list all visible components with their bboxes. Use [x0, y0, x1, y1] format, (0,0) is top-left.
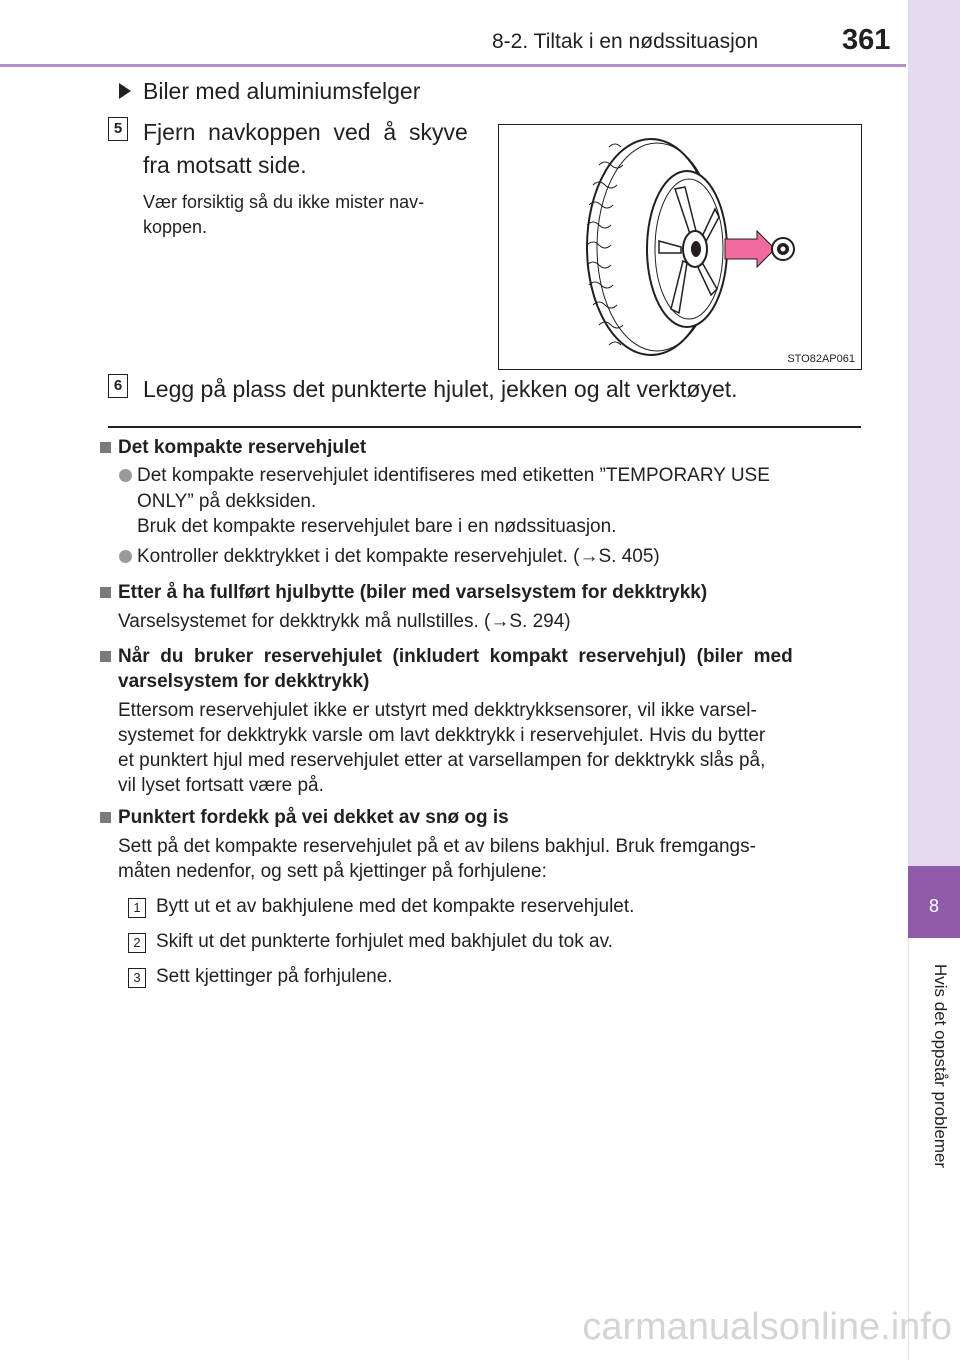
note3-line2: systemet for dekktrykk varsle om lavt dekktrykk i reservehjulet. Hvis du bytter — [118, 725, 766, 746]
substep1-text: Bytt ut et av bakhjulene med det kompakte reservehjulet. — [156, 896, 635, 917]
note3-line1: Ettersom reservehjulet ikke er utstyrt med dekktrykksensorer, vil ikke varsel- — [118, 700, 757, 721]
step5-note-line1: Vær forsiktig så du ikke mister nav- — [143, 192, 425, 212]
square-bullet-icon — [100, 587, 111, 598]
note3-title-line2: varselsystem for dekktrykk) — [118, 671, 370, 692]
wheel-figure — [498, 124, 862, 370]
note4-line1: Sett på det kompakte reservehjulet på et av bilens bakhjul. Bruk fremgangs- — [118, 836, 756, 857]
square-bullet-icon — [100, 812, 111, 823]
substep2-text: Skift ut det punkterte forhjulet med bakhjulet du tok av. — [156, 931, 613, 952]
round-bullet-icon — [119, 550, 132, 563]
note4-line2: måten nedenfor, og sett på kjettinger på forhjulene: — [118, 861, 547, 882]
note3-line3: et punktert hjul med reservehjulet etter at varsellampen for dekktrykk slås på, — [118, 750, 766, 771]
step5-line1: Fjern navkoppen ved å skyve — [143, 119, 468, 145]
substep-number-1: 1 — [128, 898, 146, 918]
step5-note-line2: koppen. — [143, 217, 208, 237]
section-title: 8-2. Tiltak i en nødssituasjon — [492, 30, 759, 53]
page-number: 361 — [842, 24, 891, 56]
note1-bullet1-line3: Bruk det kompakte reservehjulet bare i en nødssituasjon. — [137, 516, 617, 537]
note2-title: Etter å ha fullført hjulbytte (biler med varselsystem for dekktrykk) — [118, 582, 708, 603]
note1-bullet1-line1: Det kompakte reservehjulet identifiseres med etiketten ”TEMPORARY USE — [137, 465, 770, 486]
chapter-number: 8 — [928, 896, 939, 916]
note1-bullet1-line2: ONLY” på dekksiden. — [137, 491, 317, 512]
note1-bullet2: Kontroller dekktrykket i det kompakte reservehjulet. (→S. 405) — [137, 546, 660, 567]
step-number-5: 5 — [108, 117, 128, 141]
note3-line4: vil lyset fortsatt være på. — [118, 775, 324, 796]
header-rule — [0, 64, 906, 67]
watermark: carmanualsonline.info — [582, 1306, 952, 1348]
square-bullet-icon — [100, 651, 111, 662]
substep3-text: Sett kjettinger på forhjulene. — [156, 966, 393, 987]
round-bullet-icon — [119, 469, 132, 482]
note1-title: Det kompakte reservehjulet — [118, 437, 367, 458]
substep-number-2: 2 — [128, 933, 146, 953]
wheel-illustration — [499, 125, 860, 368]
figure-code: STO82AP061 — [787, 353, 855, 365]
chapter-title: Hvis det oppstår problemer — [931, 964, 950, 1169]
step-number-6: 6 — [108, 374, 128, 398]
step5-line2: fra motsatt side. — [143, 152, 307, 178]
step6-text: Legg på plass det punkterte hjulet, jekken og alt verktøyet. — [143, 376, 738, 402]
square-bullet-icon — [100, 442, 111, 453]
substep-number-3: 3 — [128, 968, 146, 988]
hub-cap-icon — [772, 238, 794, 260]
triangle-arrow-icon — [118, 82, 132, 105]
section-divider — [108, 426, 861, 428]
side-tab-top — [908, 0, 960, 866]
note2-text: Varselsystemet for dekktrykk må nullstilles. (→S. 294) — [118, 611, 571, 632]
subheading: Biler med aluminiumsfelger — [143, 78, 421, 104]
note3-title-line1: Når du bruker reservehjulet (inkludert kompakt reservehjul) (biler med — [118, 646, 793, 667]
note4-title: Punktert fordekk på vei dekket av snø og is — [118, 807, 509, 828]
